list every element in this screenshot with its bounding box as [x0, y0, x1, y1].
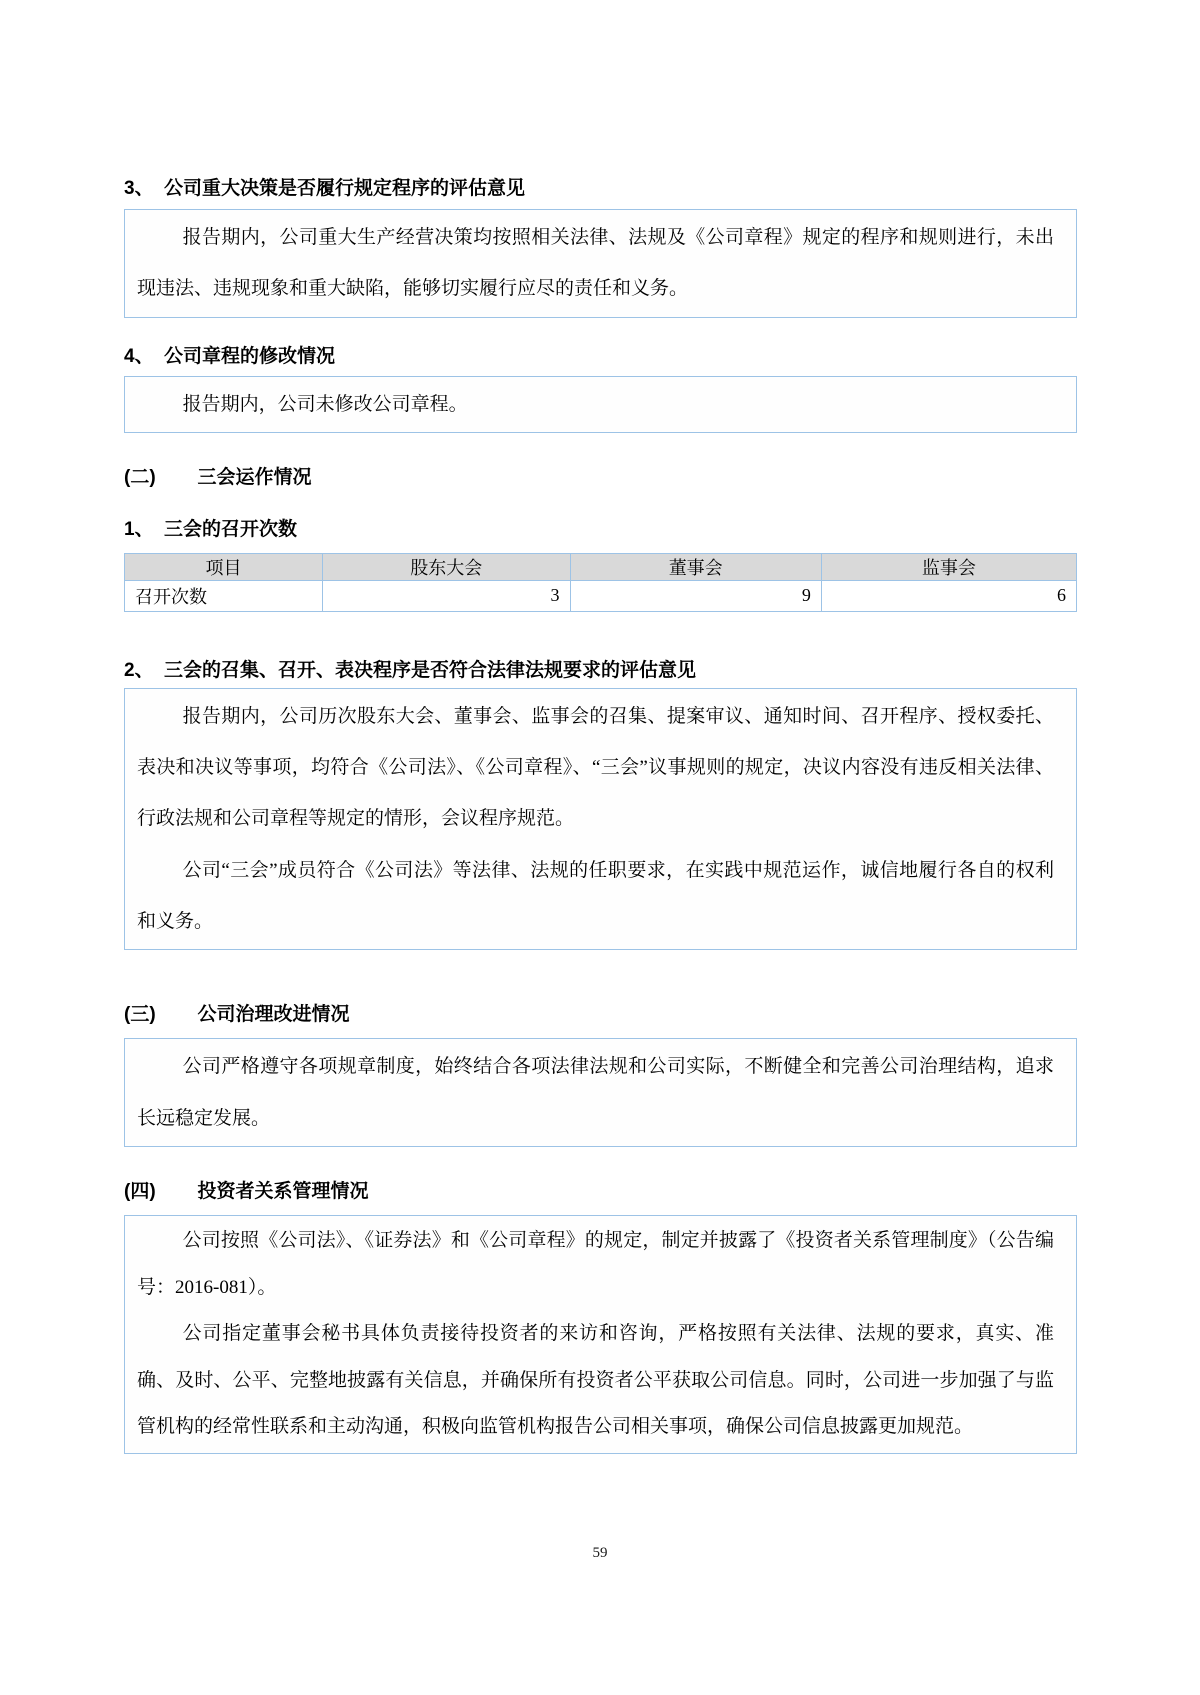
item-2-paragraph-1: 报告期内，公司历次股东大会、董事会、监事会的召集、提案审议、通知时间、召开程序、授权委托、表决和决议等事项，均符合《公司法》、《公司章程》、“三会”议事规则的规定，决议内容没有违反相关法律、行政法规和公司章程等规定的情形，会议程序规范。 [137, 705, 1054, 830]
subsection-4-textbox [124, 1215, 1077, 1454]
subsection-4-number: (四) [124, 1180, 156, 1202]
page-number: 59 [592, 1545, 608, 1561]
table-header-row [125, 553, 1077, 580]
table-header-shareholder: 股东大会 [323, 553, 571, 580]
item-1-title: 三会的召开次数 [164, 518, 298, 540]
section-3-paragraph: 报告期内，公司重大生产经营决策均按照相关法律、法规及《公司章程》规定的程序和规则进行，未出现违法、违规现象和重大缺陷，能够切实履行应尽的责任和义务。 [137, 227, 1054, 300]
section-4-number: 4、 [124, 345, 154, 367]
subsection-2-heading [124, 467, 1077, 489]
item-2-paragraph-2: 公司“三会”成员符合《公司法》等法律、法规的任职要求，在实践中规范运作，诚信地履行各自的权利和义务。 [137, 859, 1054, 933]
table-header-board: 董事会 [570, 553, 821, 580]
subsection-3-title: 公司治理改进情况 [197, 1004, 350, 1026]
section-4-heading [124, 346, 1077, 368]
section-4-title: 公司章程的修改情况 [164, 345, 336, 367]
item-2-title: 三会的召集、召开、表决程序是否符合法律法规要求的评估意见 [164, 659, 697, 681]
section-3-title: 公司重大决策是否履行规定程序的评估意见 [164, 178, 526, 199]
table-header-supervisor: 监事会 [821, 553, 1076, 580]
subsection-4-heading [124, 1181, 1077, 1203]
item-2-textbox [124, 688, 1077, 950]
section-3-heading [124, 178, 1077, 200]
table-cell-shareholder-count: 3 [323, 580, 571, 611]
item-1-heading [124, 519, 1077, 541]
section-4-paragraph: 报告期内，公司未修改公司章程。 [182, 393, 468, 415]
subsection-4-paragraph-2: 公司指定董事会秘书具体负责接待投资者的来访和咨询，严格按照有关法律、法规的要求，真实、准确、及时、公平、完整地披露有关信息，并确保所有投资者公平获取公司信息。同时，公司进一步加强了与监管机构的经常性联系和主动沟通，积极向监管机构报告公司相关事项，确保公司信息披露更加规范。 [137, 1323, 1054, 1438]
table-row [125, 580, 1077, 611]
subsection-3-textbox [124, 1038, 1077, 1147]
subsection-4-title: 投资者关系管理情况 [197, 1180, 369, 1202]
section-3-textbox [124, 209, 1077, 318]
subsection-3-paragraph: 公司严格遵守各项规章制度，始终结合各项法律法规和公司实际，不断健全和完善公司治理结构，追求长远稳定发展。 [137, 1056, 1054, 1129]
section-3-number: 3、 [124, 178, 154, 199]
subsection-2-number: (二) [124, 466, 156, 488]
meeting-count-table [124, 553, 1077, 612]
table-header-item: 项目 [125, 553, 323, 580]
subsection-4-paragraph-1: 公司按照《公司法》、《证券法》和《公司章程》的规定，制定并披露了《投资者关系管理制度》（公告编号：2016-081）。 [137, 1229, 1054, 1298]
item-2-heading [124, 660, 1077, 682]
table-cell-supervisor-count: 6 [821, 580, 1076, 611]
item-1-number: 1、 [124, 518, 154, 540]
section-4-textbox [124, 376, 1077, 433]
item-2-number: 2、 [124, 659, 154, 681]
page-content [124, 0, 1077, 1454]
subsection-3-number: (三) [124, 1004, 156, 1026]
table-cell-board-count: 9 [570, 580, 821, 611]
subsection-3-heading [124, 1004, 1077, 1026]
subsection-2-title: 三会运作情况 [197, 466, 312, 488]
table-cell-row-label: 召开次数 [125, 580, 323, 611]
